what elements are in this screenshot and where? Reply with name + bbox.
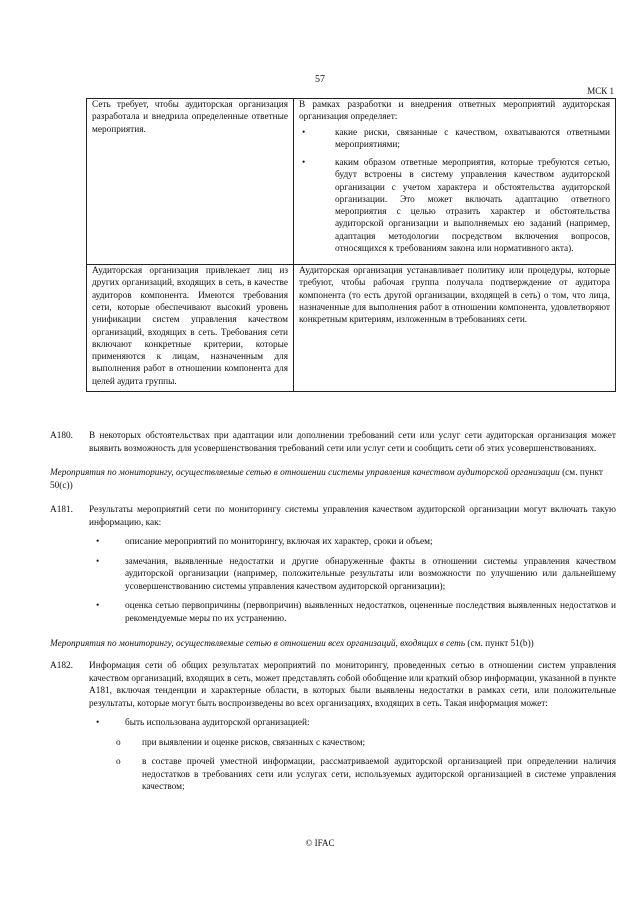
circle-bullet-icon: o — [116, 757, 121, 768]
table-cell-response: Аудиторская организация устанавливает политику или процедуры, которые требуют, чтобы рабочая группа получала подтверждение от аудитора компонента (то есть другой организации, входящей в сеть) о том, что лица, назначенные для выполнения работ в отношении компонента, удовлетворяют конкретным критериям, изложенным в требованиях сети. — [294, 265, 616, 392]
section-subheading: Мероприятия по мониторингу, осуществляемые сетью в отношении всех организаций, входящих в сеть (см. пункт 51(b)) — [50, 638, 534, 649]
paragraph-a181 — [50, 504, 616, 529]
bullet-icon: • — [96, 556, 100, 567]
bullet-icon: • — [302, 127, 306, 138]
a182-bullet-list — [50, 717, 616, 730]
a181-bullet-list — [50, 536, 616, 625]
table-row — [87, 265, 616, 392]
table-cell-response — [294, 99, 616, 265]
paragraph-text: Результаты мероприятий сети по мониторингу системы управления качеством аудиторской организации могут включать такую информацию, как: — [89, 505, 616, 528]
bullet-icon: • — [96, 718, 100, 729]
paragraph-text: В некоторых обстоятельствах при адаптации или дополнении требований сети или услуг сети аудиторская организация может выявить возможность для усовершенствования требований сети или услуг сети и сообщить сети об этих усовершенствованиях. — [89, 431, 616, 454]
paragraph-text: Информация сети об общих результатах мероприятий по мониторингу, проведенных сетью в отношении систем управления качеством организаций, входящих в сеть, может представлять собой обобщение или краткий обзор информации, указанной в пункте A181, включая тенденции и характерные области, в которых были выявлены недостатки в рамках сети, или положительные результаты, которые могут быть воспроизведены во всех организациях, входящих в сеть. Такая информация может: — [89, 661, 616, 709]
footer-copyright: © IFAC — [305, 838, 335, 848]
paragraph-number: A181. — [50, 505, 73, 516]
bullet-icon: • — [96, 537, 100, 548]
list-item: • описание мероприятий по мониторингу, включая их характер, сроки и объем; — [96, 537, 433, 548]
response-bullet-list — [299, 127, 610, 256]
bullet-icon: • — [302, 158, 306, 169]
response-intro: В рамках разработки и внедрения ответных мероприятий аудиторская организация определяет: — [299, 100, 610, 123]
paragraph-number: A182. — [50, 661, 73, 672]
list-item: • быть использована аудиторской организацией: — [96, 718, 310, 729]
bullet-icon: • — [96, 601, 100, 612]
list-item: o при выявлении и оценке рисков, связанных с качеством; — [116, 737, 366, 748]
table-cell-requirement: Сеть требует, чтобы аудиторская организация разработала и внедрила определенные ответные мероприятия. — [87, 99, 294, 265]
paragraph-number: A180. — [50, 431, 73, 441]
list-item: • оценка сетью первопричины (первопричин) выявленных недостатков, оцененные последствия выявленных недостатков и рекомендуемые меры по их устранению. — [96, 601, 616, 625]
body-section — [50, 430, 616, 794]
list-item: • каким образом ответные мероприятия, которые требуются сетью, будут встроены в систему управления качеством аудиторской организации с учетом характера и обстоятельства аудиторской организации. Это может включать адаптацию ответного мероприятия с целью отразить характер и обстоятельства аудиторской организации и выполняемых ею заданий (например, адаптация методологии посредством включения вопросов, относящихся к требованиям закона или нормативного акта). — [302, 158, 610, 254]
list-item: o в составе прочей уместной информации, рассматриваемой аудиторской организацией при определении наличия недостатков в требованиях сети или услугах сети, используемых аудиторской организацией в системе управления качеством; — [116, 757, 616, 793]
page-number: 57 — [315, 74, 325, 85]
example-table — [86, 98, 616, 392]
a182-sub-bullet-list — [50, 737, 616, 794]
list-item: • замечания, выявленные недостатки и другие обнаруженные факты в отношении системы управления качеством аудиторской организации (например, положительные результаты или возможности по улучшению или дальнейшему усовершенствованию системы управления качеством аудиторской организации); — [96, 556, 616, 592]
table-cell-requirement: Аудиторская организация привлекает лиц из других организаций, входящих в сеть, в качестве аудиторов компонента. Имеются требования сети, которые обеспечивают высокий уровень унификации систем управления качеством организаций, входящих в сеть. Требования сети включают конкретные критерии, которые применяются к лицам, назначенным для выполнения работ в отношении компонента для целей аудита группы. — [87, 265, 294, 392]
list-item: • какие риски, связанные с качеством, охватываются ответными мероприятиями; — [302, 127, 610, 150]
section-subheading: Мероприятия по мониторингу, осуществляемые сетью в отношении системы управления качеством аудиторской организации (см. пункт 50(с)) — [50, 468, 603, 491]
paragraph-a180 — [50, 430, 616, 455]
table-row — [87, 99, 616, 265]
standard-code: МСК 1 — [587, 86, 614, 96]
paragraph-a182 — [50, 660, 616, 710]
circle-bullet-icon: o — [116, 737, 121, 748]
